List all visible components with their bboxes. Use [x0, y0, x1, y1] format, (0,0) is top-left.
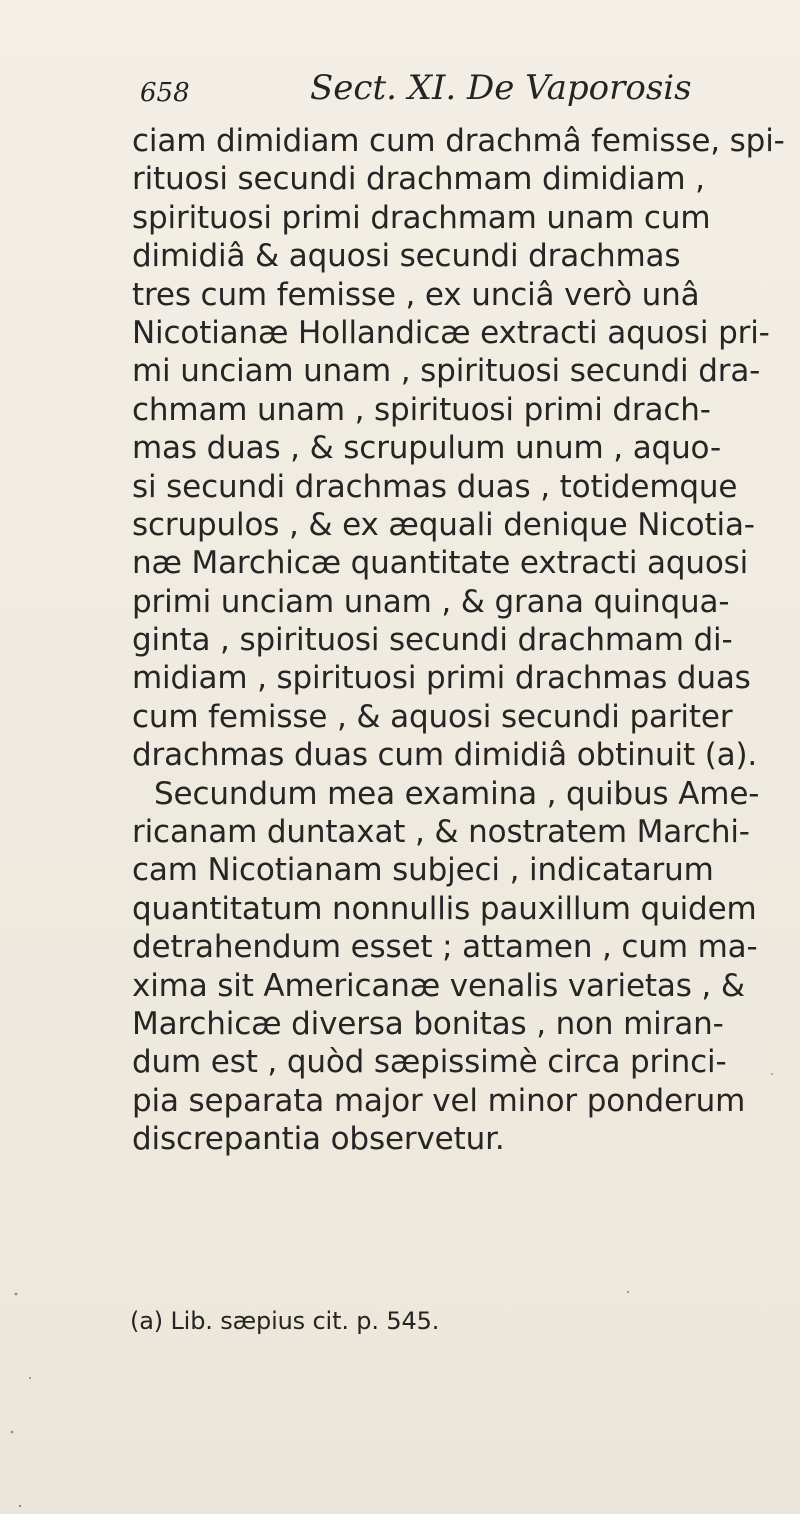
text-line: ciam dimidiam cum drachmâ femisse, spi-	[132, 123, 785, 159]
text-line: spirituosi primi drachmam unam cum	[132, 199, 711, 236]
text-line: xima sit Americanæ venalis varietas , &	[132, 967, 745, 1004]
body-text	[132, 122, 785, 1159]
text-line: primi unciam unam , & grana quinqua-	[132, 583, 730, 620]
page-number: 658	[140, 78, 190, 108]
text-line: detrahendum esset ; attamen , cum ma-	[132, 929, 758, 966]
text-line: Marchicæ diversa bonitas , non miran-	[132, 1005, 724, 1042]
text-line: dum est , quòd sæpissimè circa princi-	[132, 1044, 727, 1081]
footnote: (a) Lib. sæpius cit. p. 545.	[130, 1307, 440, 1335]
text-line: Secundum mea examina , quibus Ame-	[154, 775, 760, 812]
text-line: pia separata major vel minor ponderum	[132, 1082, 746, 1119]
text-line: mi unciam unam , spirituosi secundi dra-	[132, 353, 761, 390]
text-line: cum femisse , & aquosi secundi pariter	[132, 698, 733, 735]
text-line: rituosi secundi drachmam dimidiam ,	[132, 161, 705, 198]
text-line: Nicotianæ Hollandicæ extracti aquosi pri-	[132, 314, 770, 351]
text-line: mas duas , & scrupulum unum , aquo-	[132, 430, 721, 467]
text-line: si secundi drachmas duas , totidemque	[132, 468, 738, 505]
text-line: midiam , spirituosi primi drachmas duas	[132, 660, 751, 697]
text-line: dimidiâ & aquosi secundi drachmas	[132, 238, 681, 275]
text-line: ginta , spirituosi secundi drachmam di-	[132, 622, 733, 659]
text-line: næ Marchicæ quantitate extracti aquosi	[132, 545, 749, 582]
text-line: tres cum femisse , ex unciâ verò unâ	[132, 276, 700, 313]
running-head	[140, 66, 760, 116]
text-line: discrepantia observetur.	[132, 1121, 505, 1158]
section-title: Sect. XI. De Vaporosis	[310, 68, 692, 108]
text-line: chmam unam , spirituosi primi drach-	[132, 391, 711, 428]
text-line: quantitatum nonnullis pauxillum quidem	[132, 890, 757, 927]
text-line: ricanam duntaxat , & nostratem Marchi-	[132, 814, 750, 851]
text-line: cam Nicotianam subjeci , indicatarum	[132, 852, 714, 889]
text-line: drachmas duas cum dimidiâ obtinuit (a).	[132, 737, 758, 774]
text-line: scrupulos , & ex æquali denique Nicotia-	[132, 506, 755, 543]
